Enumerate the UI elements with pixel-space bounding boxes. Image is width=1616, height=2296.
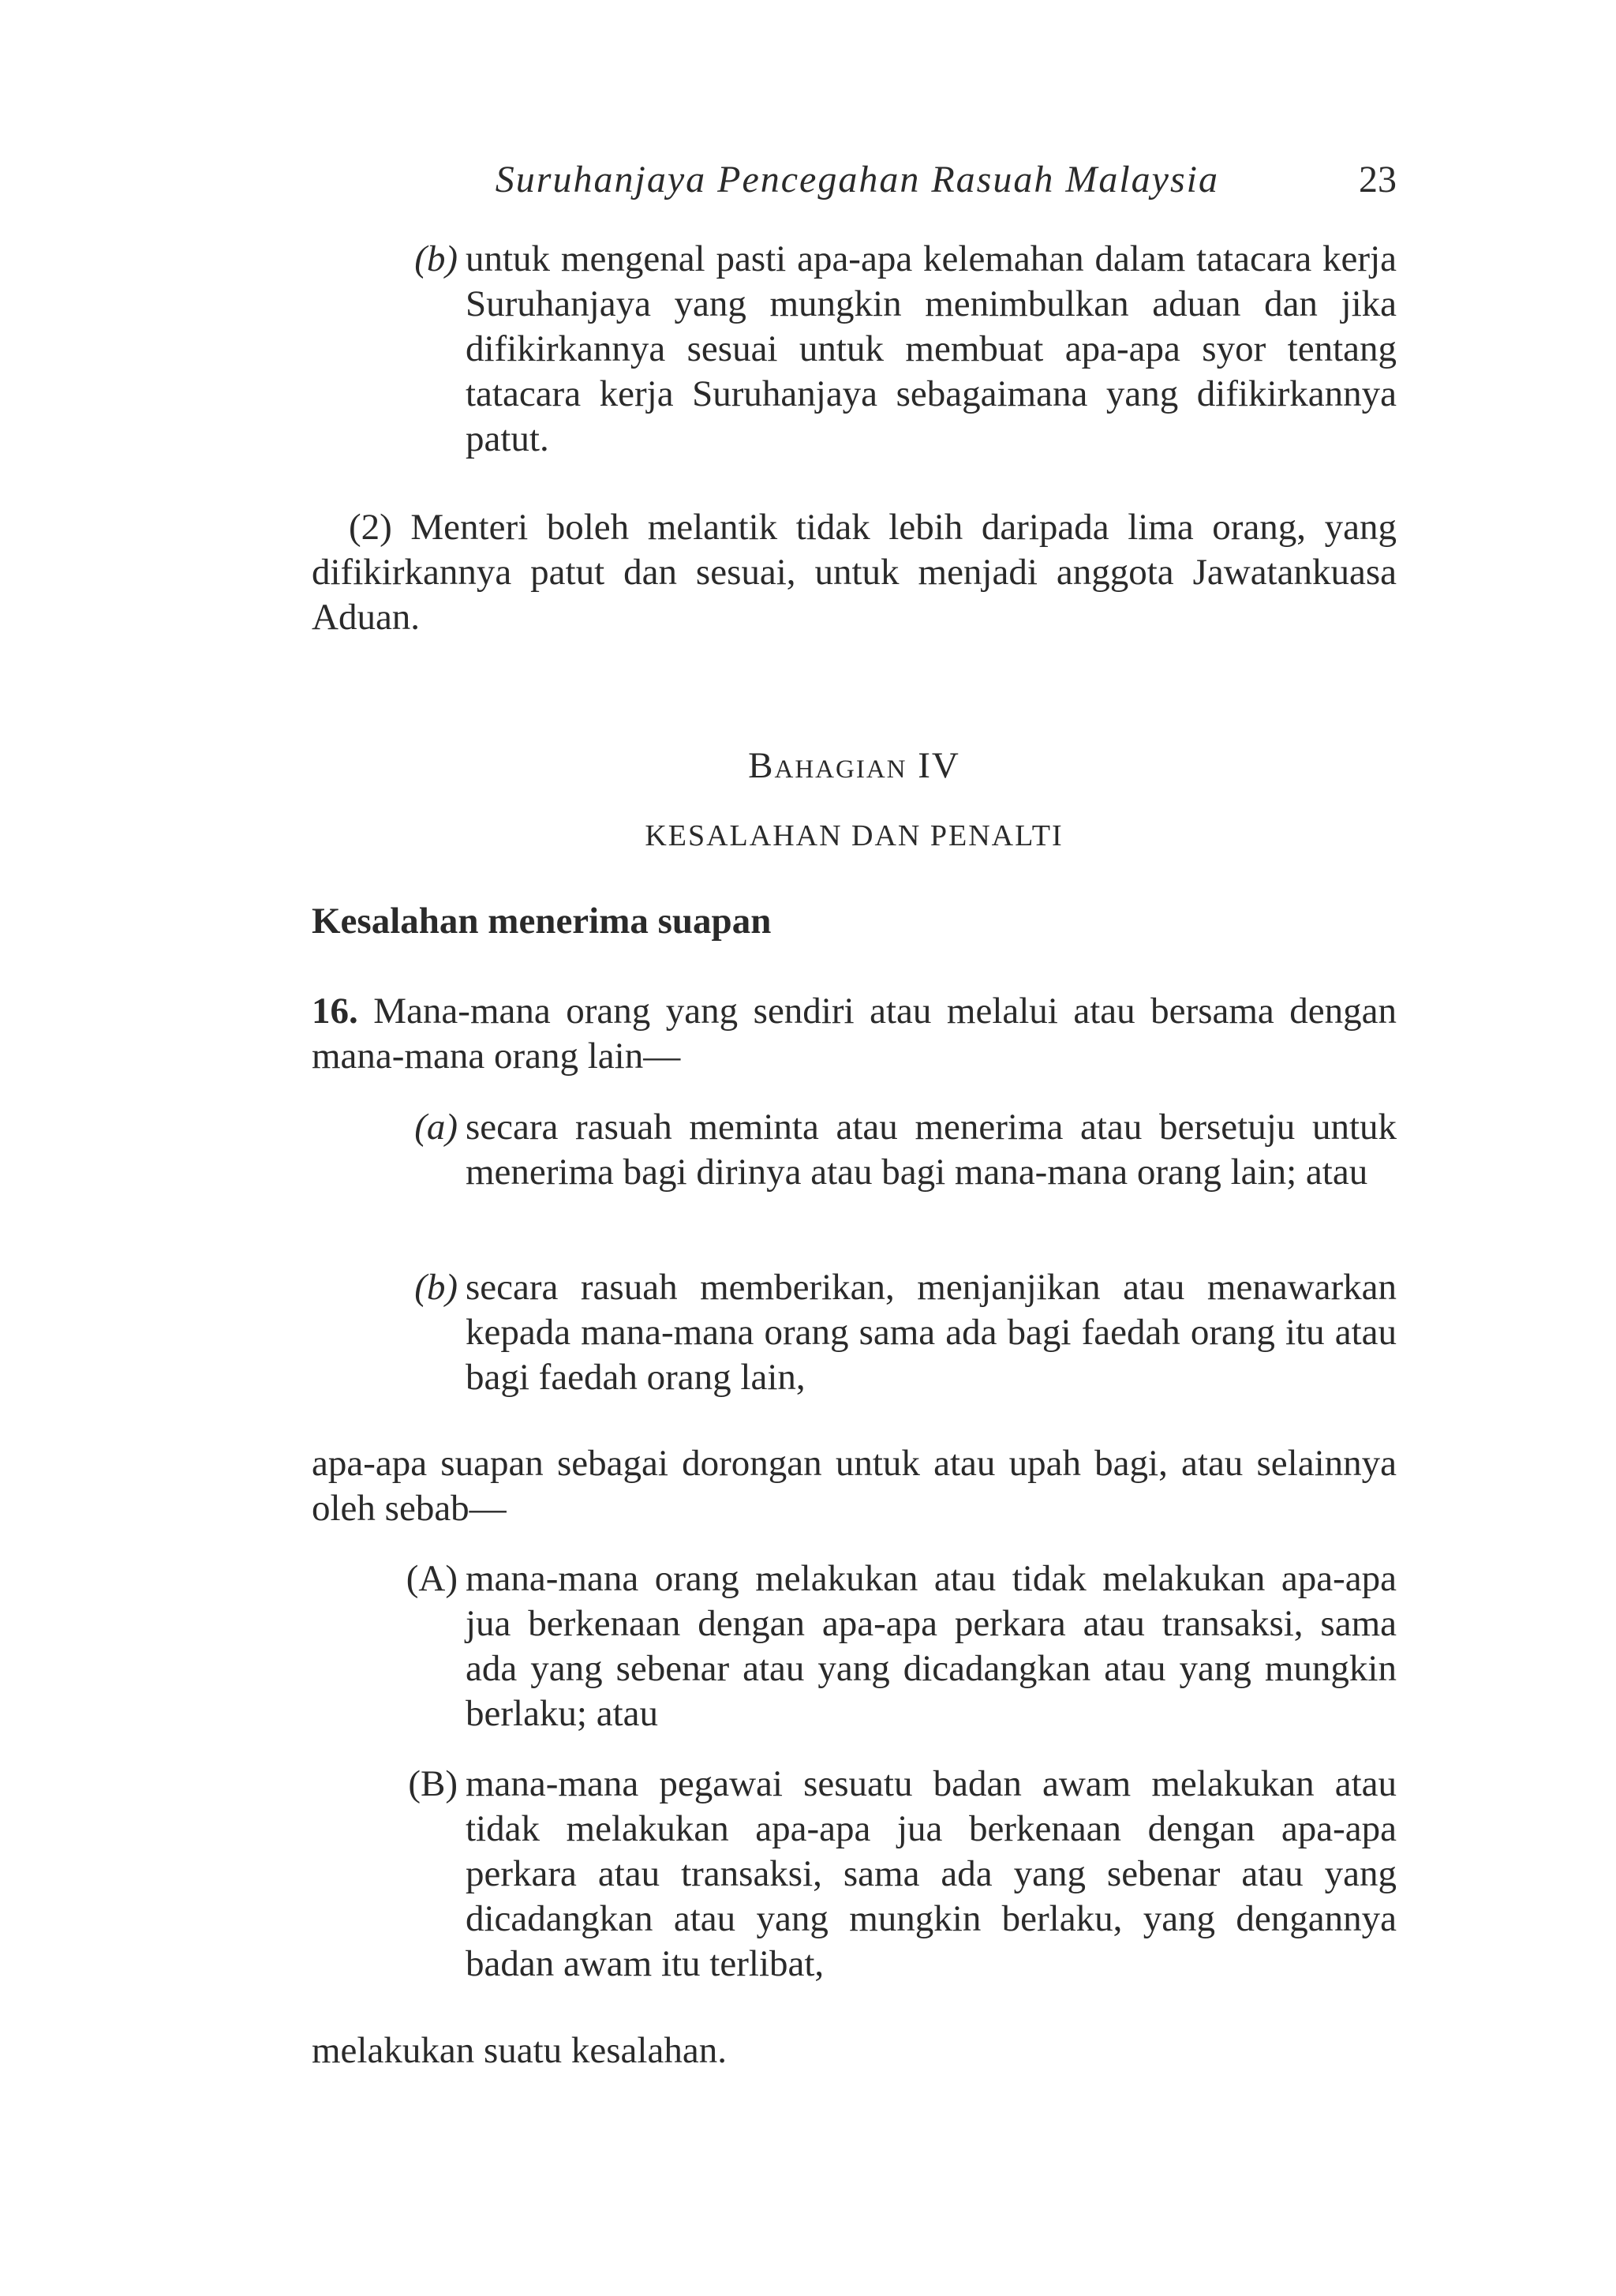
paragraph-label: (b): [414, 1267, 458, 1308]
part-subheading: KESALAHAN DAN PENALTI: [645, 819, 1064, 852]
paragraph-label: (A): [406, 1558, 458, 1599]
section-16-closing: melakukan suatu kesalahan.: [312, 2030, 727, 2071]
page-number: 23: [1359, 159, 1397, 200]
paragraph-text: mana-mana orang melakukan atau tidak melakukan apa-apa jua berkenaan dengan apa-apa perkara atau transaksi, sama ada yang sebenar atau yang dicadangkan atau yang mungkin berlaku; atau: [466, 1558, 1397, 1734]
paragraph-text: secara rasuah memberikan, menjanjikan atau menawarkan kepada mana-mana orang sama ada bagi faedah orang itu atau bagi faedah orang lain,: [466, 1267, 1397, 1398]
running-header: [312, 158, 1397, 205]
section-number: 16.: [312, 991, 358, 1032]
paragraph-text: secara rasuah meminta atau menerima atau bersetuju untuk menerima bagi dirinya atau bagi mana-mana orang lain; atau: [466, 1107, 1397, 1193]
paragraph-label: (b): [414, 238, 458, 279]
part-heading: Bahagian IV: [748, 745, 960, 786]
section-heading: Kesalahan menerima suapan: [312, 901, 772, 942]
paragraph-text: untuk mengenal pasti apa-apa kelemahan dalam tatacara kerja Suruhanjaya yang mungkin menimbulkan aduan dan jika difikirkannya sesuai untuk membuat apa-apa syor tentang tatacara kerja Suruhanjaya sebagaimana yang difikirkannya patut.: [466, 238, 1397, 459]
paragraph-label: (a): [414, 1107, 458, 1148]
paragraph-text: mana-mana pegawai sesuatu badan awam melakukan atau tidak melakukan apa-apa jua berkenaan dengan apa-apa perkara atau transaksi, sama ada yang sebenar atau yang dicadangkan atau yang mungkin berlaku, yang dengannya badan awam itu terlibat,: [466, 1763, 1397, 1984]
header-title: Suruhanjaya Pencegahan Rasuah Malaysia: [495, 159, 1219, 200]
paragraph-label: (B): [408, 1763, 458, 1804]
section-intro-text: Mana-mana orang yang sendiri atau melalui atau bersama dengan mana-mana orang lain—: [312, 991, 1397, 1077]
section-16-middle: apa-apa suapan sebagai dorongan untuk atau upah bagi, atau selainnya oleh sebab—: [312, 1443, 1397, 1529]
subsection-2: (2) Menteri boleh melantik tidak lebih daripada lima orang, yang difikirkannya patut dan sesuai, untuk menjadi anggota Jawatankuasa Aduan.: [312, 507, 1397, 638]
section-16-intro: [312, 989, 1397, 1079]
